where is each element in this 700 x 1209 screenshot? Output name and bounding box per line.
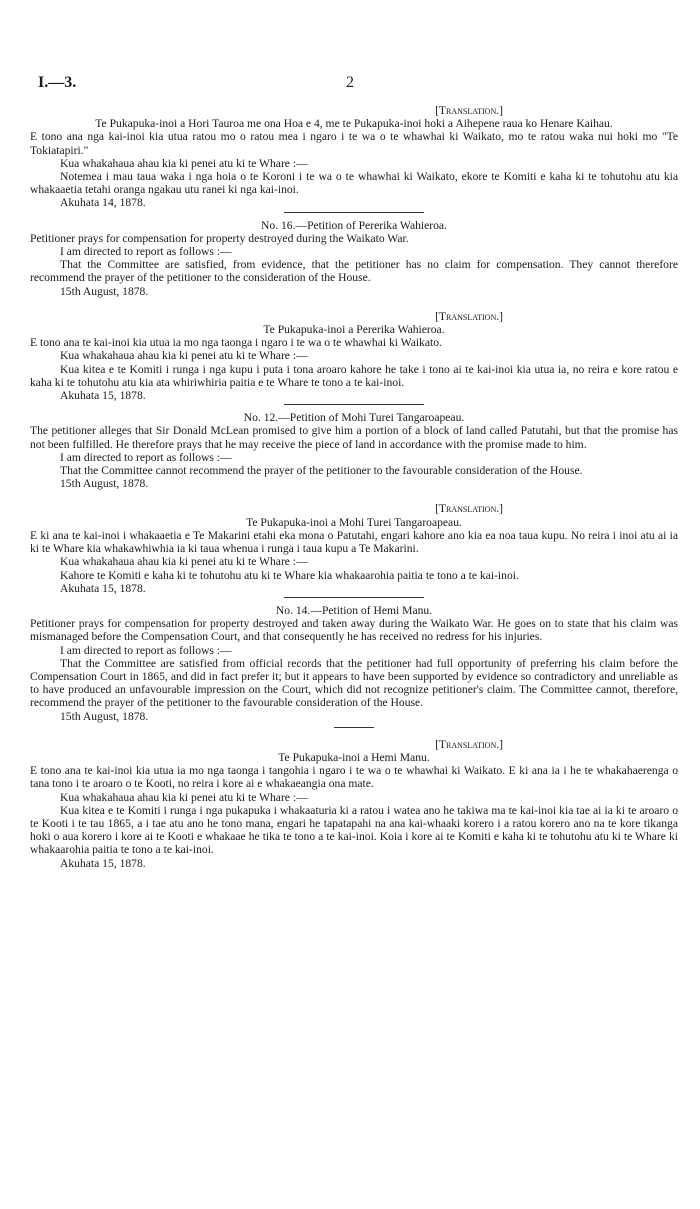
section-title: Te Pukapuka-inoi a Hori Tauroa me ona Hoa e 4, me te Pukapuka-inoi hoki a Aihepene raua ko Henare Kaihau. (95, 117, 613, 131)
page-number: 2 (346, 74, 354, 91)
translation-heading: [Translation.] (435, 737, 503, 751)
paragraph: Kua kitea e te Komiti i runga i nga pukapuka i whakaaturia ki a ratou i watea ano he takiwa ma te kai-inoi kia tae ai ia ki te aroaro o te Kooti i te tau 1865, a i tae atu ano he tono mana, engari he tapatapahi na ana kai-whaaki korero i a ratou korero ano na te kore tikanga hoki o aua korero i kore ai te Kooti e whakaae he tika te tono a te kai-inoi. Koia i kore ai te Komiti e kaha ki te tohutohu atu ki te Whare ki whakaarohia paitia te tono a te kai-inoi. (30, 803, 678, 857)
paragraph: Kua whakahaua ahau kia ki penei atu ki te Whare :— (60, 349, 308, 363)
paragraph: Notemea i mau taua waka i nga hoia o te Koroni i te wa o te whawhai ki Waikato, ekore te Komiti e kaha ki te tohutohu atu kia whakaaetia tetahi oranga ngakau utu ranei ki nga kai-inoi. (30, 170, 678, 197)
section-divider (284, 212, 424, 213)
paragraph: Petitioner prays for compensation for property destroyed and taken away during the Waikato War. He goes on to state that his claim was mismanaged before the Compensation Court, and that consequently he has received no redress for his injuries. (30, 617, 678, 644)
section-divider (284, 597, 424, 598)
date-line: 15th August, 1878. (60, 284, 149, 298)
petition-heading: No. 16.—Petition of Pererika Wahieroa. (261, 218, 447, 232)
date-line: Akuhata 15, 1878. (60, 856, 146, 870)
date-line: Akuhata 14, 1878. (60, 196, 146, 210)
translation-heading: [Translation.] (435, 309, 503, 323)
paragraph: I am directed to report as follows :— (60, 643, 232, 657)
section-title: Te Pukapuka-inoi a Mohi Turei Tangaroapeau. (246, 515, 462, 529)
section-title: Te Pukapuka-inoi a Pererika Wahieroa. (263, 323, 445, 337)
paragraph: E tono ana te kai-inoi kia utua ia mo nga taonga i tangohia i ngaro i te wa o te whawhai ki Waikato. E ki ana ia i he te whakahaerenga o tana tono i te aroaro o te Kooti, no reira i kore ai e whakaeangia ona mate. (30, 764, 678, 791)
date-line: 15th August, 1878. (60, 709, 149, 723)
paragraph: Kua whakahaua ahau kia ki penei atu ki te Whare :— (60, 790, 308, 804)
paragraph: Kahore te Komiti e kaha ki te tohutohu atu ki te Whare kia whakaarohia paitia te tono a te kai-inoi. (60, 568, 519, 582)
date-line: Akuhata 15, 1878. (60, 581, 146, 595)
date-line: 15th August, 1878. (60, 477, 149, 491)
document-reference: I.—3. (38, 74, 77, 91)
date-line: Akuhata 15, 1878. (60, 389, 146, 403)
paragraph: Kua kitea e te Komiti i runga i nga kupu i puta i tona aroaro kahore he take i tono ai te kai-inoi kia utua ia, no reira e kore ratou e kaha ki te tohutohu atu kia ata whiriwhiria paitia e te Whare te tono a te kai-inoi. (30, 362, 678, 389)
paragraph: That the Committee are satisfied, from evidence, that the petitioner has no claim for compensation. They cannot therefore recommend the prayer of the petitioner to the consideration of the House. (30, 258, 678, 285)
section-title: Te Pukapuka-inoi a Hemi Manu. (278, 750, 430, 764)
translation-heading: [Translation.] (435, 104, 503, 117)
petition-heading: No. 14.—Petition of Hemi Manu. (275, 603, 433, 617)
document-body (30, 100, 678, 870)
paragraph: Kua whakahaua ahau kia ki penei atu ki te Whare :— (60, 156, 308, 170)
paragraph: The petitioner alleges that Sir Donald McLean promised to give him a portion of a block of land called Patutahi, but that the promise has not been fulfilled. He therefore prays that he may receive the piece of land in accordance with the promise made to him. (30, 424, 678, 451)
page-header (30, 74, 670, 94)
paragraph: E ki ana te kai-inoi i whakaaetia e Te Makarini etahi eka mona o Patutahi, engari kahore ano kia ea noa taua kupu. No reira i inoi atu ai ia ki te Whare kia whakawhiwhia ia ki taua whenua i runga i taua kupu a Te Makarini. (30, 528, 678, 556)
petition-heading: No. 12.—Petition of Mohi Turei Tangaroapeau. (243, 411, 465, 425)
paragraph: E tono ana te kai-inoi kia utua ia mo nga taonga i ngaro i te wa o te whawhai ki Waikato. (30, 336, 442, 350)
paragraph: That the Committee cannot recommend the prayer of the petitioner to the favourable consideration of the House. (60, 464, 583, 478)
paragraph: I am directed to report as follows :— (60, 450, 232, 464)
paragraph: That the Committee are satisfied from official records that the petitioner had full opportunity of preferring his claim before the Compensation Court in 1865, and did in fact prefer it; but it appears to have been supported by evidence so contradictory and unreliable as to have produced an unfavourable impression on the Court, which did not recognize petitioner's claim. The Committee cannot, therefore, recommend the prayer of the petitioner to the favourable consideration of the House. (30, 656, 678, 710)
paragraph: I am directed to report as follows :— (60, 245, 232, 259)
paragraph: Petitioner prays for compensation for property destroyed during the Waikato War. (30, 231, 409, 245)
paragraph: E tono ana nga kai-inoi kia utua ratou mo o ratou mea i ngaro i te wa o te whawhai ki Waikato, mo te ratou waka nui hoki mo "Te Tokiatapiri." (30, 130, 678, 157)
paragraph: Kua whakahaua ahau kia ki penei atu ki te Whare :— (60, 555, 308, 569)
translation-heading: [Translation.] (435, 502, 503, 516)
section-divider (334, 727, 374, 728)
section-divider (284, 404, 424, 405)
